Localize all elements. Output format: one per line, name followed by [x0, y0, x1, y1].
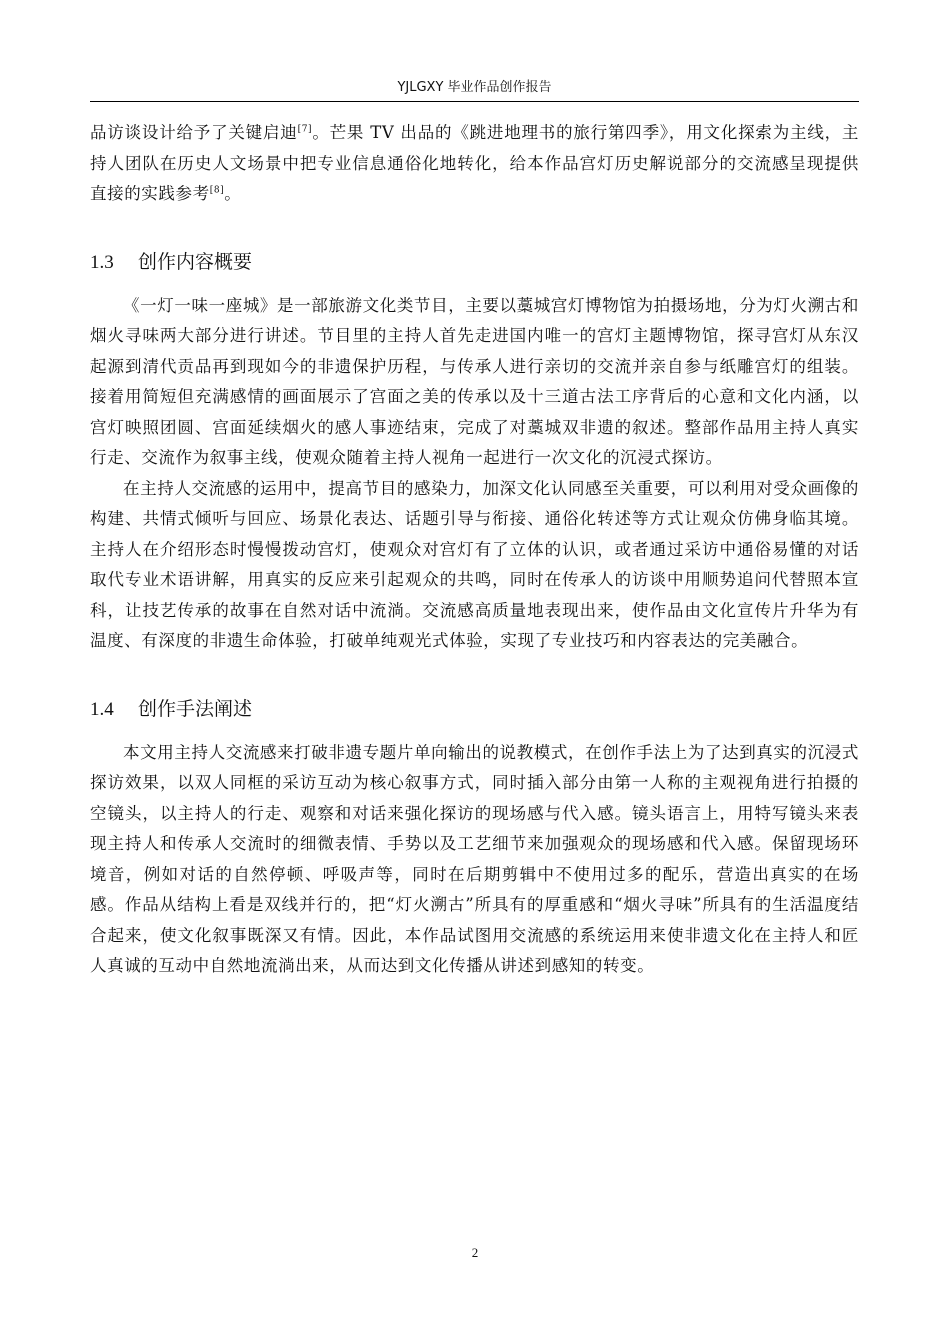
citation-8: [8]	[209, 185, 225, 196]
section-1-3-paragraph-1: 《一灯一味一座城》是一部旅游文化类节目，主要以藁城宫灯博物馆为拍摄场地，分为灯火溯古和烟火寻味两大部分进行讲述。节目里的主持人首先走进国内唯一的宫灯主题博物馆，探寻宫灯从东汉起源到清代贡品再到现如今的非遗保护历程，与传承人进行亲切的交流并亲自参与纸雕宫灯的组装。接着用简短但充满感情的画面展示了宫面之美的传承以及十三道古法工序背后的心意和文化内涵，以宫灯映照团圆、宫面延续烟火的感人事迹结束，完成了对藁城双非遗的叙述。整部作品用主持人真实行走、交流作为叙事主线，使观众随着主持人视角一起进行一次文化的沉浸式探访。	[90, 295, 859, 467]
intro-text-3: 。	[224, 184, 242, 203]
section-heading-1-3	[90, 248, 859, 277]
header-divider	[90, 101, 859, 102]
section-number: 1.4	[90, 698, 114, 720]
intro-paragraph	[90, 118, 859, 210]
citation-7: [7]	[297, 124, 313, 135]
section-number: 1.3	[90, 251, 114, 273]
section-title: 创作手法阐述	[138, 697, 253, 720]
page-body	[90, 118, 859, 982]
section-1-3-paragraph-2: 在主持人交流感的运用中，提高节目的感染力，加深文化认同感至关重要，可以利用对受众画像的构建、共情式倾听与回应、场景化表达、话题引导与衔接、通俗化转述等方式让观众仿佛身临其境。主持人在介绍形态时慢慢拨动宫灯，使观众对宫灯有了立体的认识，或者通过采访中通俗易懂的对话取代专业术语讲解，用真实的反应来引起观众的共鸣，同时在传承人的访谈中用顺势追问代替照本宣科，让技艺传承的故事在自然对话中流淌。交流感高质量地表现出来，使作品由文化宣传片升华为有温度、有深度的非遗生命体验，打破单纯观光式体验，实现了专业技巧和内容表达的完美融合。	[90, 478, 859, 650]
intro-text-1: 品访谈设计给予了关键启迪	[90, 123, 298, 142]
section-1-4-paragraph-1: 本文用主持人交流感来打破非遗专题片单向输出的说教模式，在创作手法上为了达到真实的沉浸式探访效果，以双人同框的采访互动为核心叙事方式，同时插入部分由第一人称的主观视角进行拍摄的空镜头，以主持人的行走、观察和对话来强化探访的现场感与代入感。镜头语言上，用特写镜头来表现主持人和传承人交流时的细微表情、手势以及工艺细节来加强观众的现场感和代入感。保留现场环境音，例如对话的自然停顿、呼吸声等，同时在后期剪辑中不使用过多的配乐，营造出真实的在场感。作品从结构上看是双线并行的，把“灯火溯古”所具有的厚重感和“烟火寻味”所具有的生活温度结合起来，使文化叙事既深又有情。因此，本作品试图用交流感的系统运用来使非遗文化在主持人和匠人真诚的互动中自然地流淌出来，从而达到文化传播从讲述到感知的转变。	[90, 742, 859, 975]
page-header: YJLGXY 毕业作品创作报告	[397, 80, 552, 95]
section-title: 创作内容概要	[138, 250, 253, 273]
page-number: 2	[471, 1245, 479, 1260]
intro-text-2: 。芒果 TV 出品的《跳进地理书的旅行第四季》，用文化探索为主线，主持人团队在历史人文场景中把专业信息通俗化地转化，给本作品宫灯历史解说部分的交流感呈现提供直接的实践参考	[90, 123, 860, 203]
section-heading-1-4	[90, 695, 859, 724]
